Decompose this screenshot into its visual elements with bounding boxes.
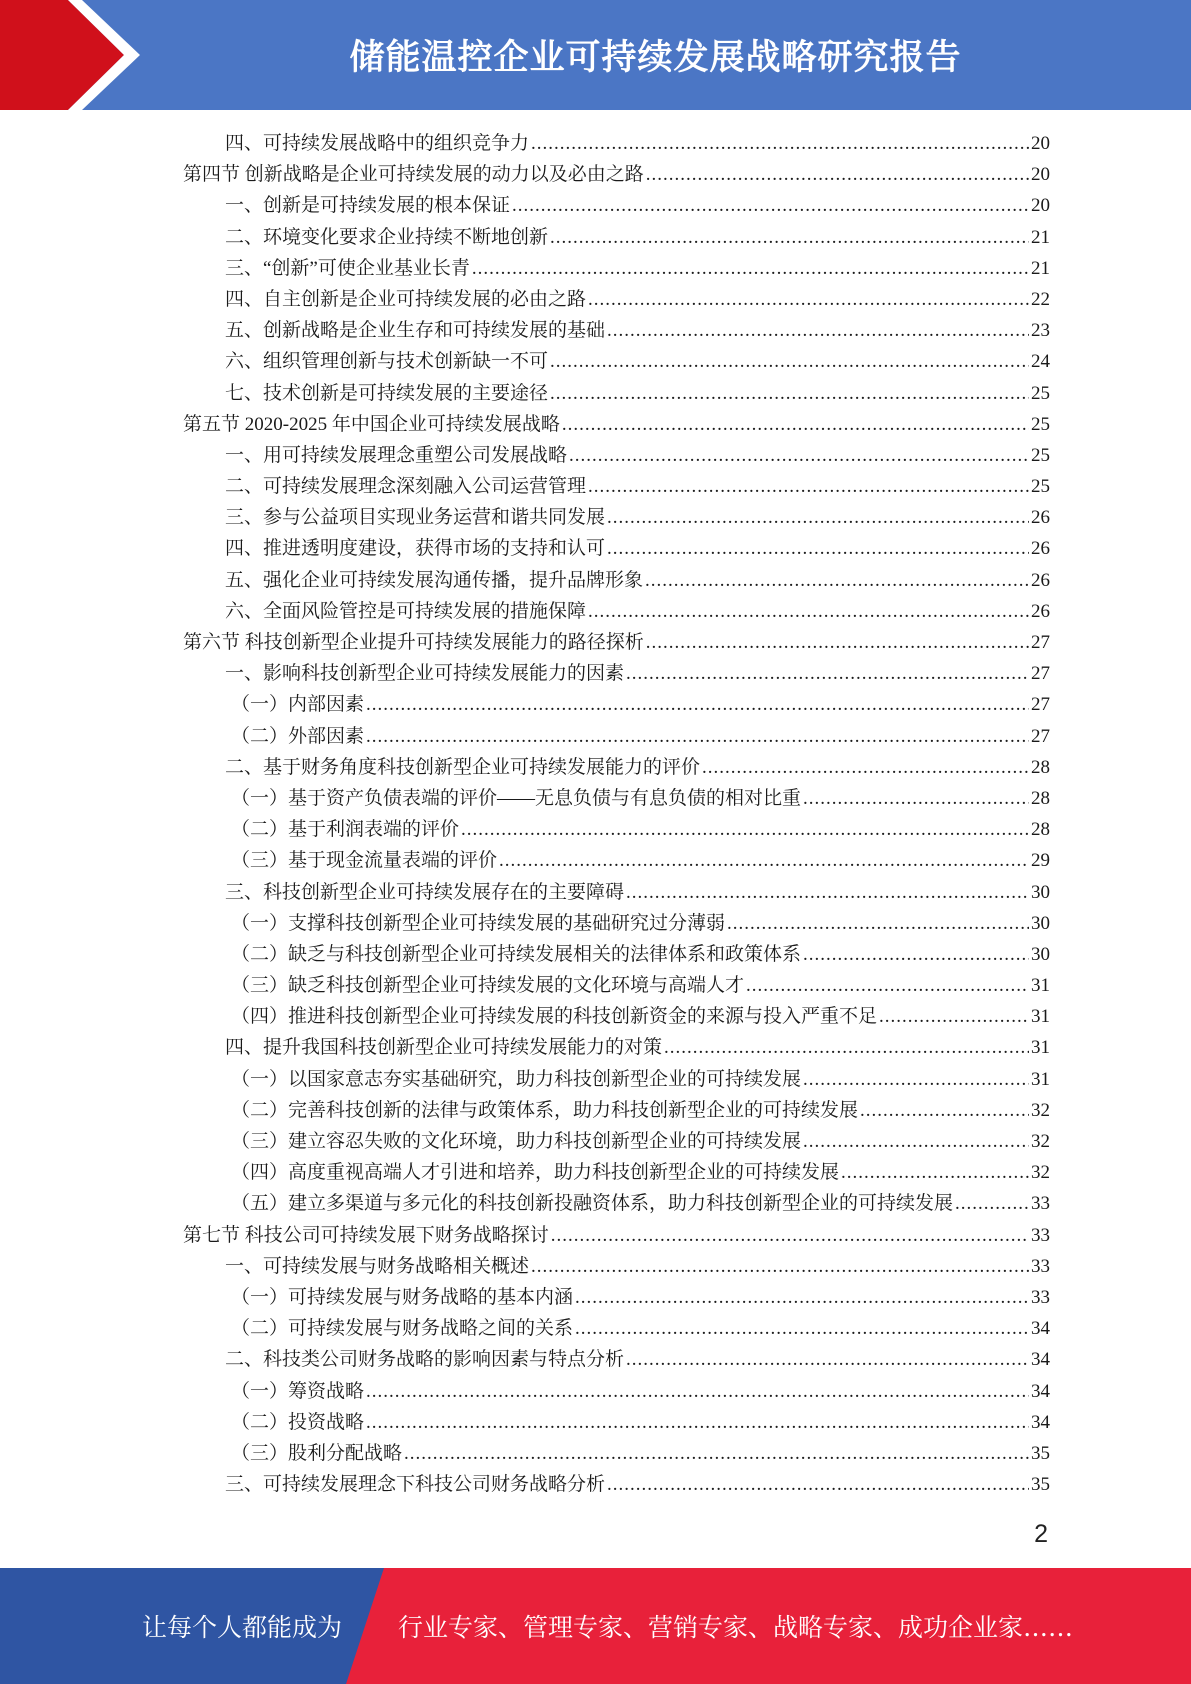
toc-leader-dots	[607, 533, 1029, 564]
toc-entry[interactable]	[183, 284, 1050, 315]
toc-entry-title: 一、创新是可持续发展的根本保证	[225, 195, 511, 217]
toc-entry[interactable]	[183, 502, 1050, 533]
toc-leader-dots	[803, 1126, 1029, 1157]
toc-leader-dots	[626, 877, 1029, 908]
toc-leader-dots	[803, 1064, 1029, 1095]
toc-entry-title: （三）股利分配战略	[231, 1442, 403, 1464]
toc-entry-title: （四）高度重视高端人才引进和培养，助力科技创新型企业的可持续发展	[231, 1162, 840, 1184]
toc-entry[interactable]	[183, 908, 1050, 939]
toc-entry-page: 35	[1031, 1442, 1050, 1464]
toc-entry[interactable]	[183, 939, 1050, 970]
toc-entry-title: 五、创新战略是企业生存和可持续发展的基础	[225, 320, 606, 342]
toc-leader-dots	[551, 1220, 1029, 1251]
toc-entry[interactable]	[183, 1438, 1050, 1469]
toc-entry[interactable]	[183, 658, 1050, 689]
toc-entry-page: 26	[1031, 507, 1050, 529]
toc-entry[interactable]	[183, 315, 1050, 346]
toc-leader-dots	[550, 378, 1029, 409]
toc-entry-page: 20	[1031, 195, 1050, 217]
toc-entry[interactable]	[183, 1001, 1050, 1032]
toc-leader-dots	[879, 1001, 1029, 1032]
toc-entry[interactable]	[183, 1126, 1050, 1157]
toc-entry-title: （五）建立多渠道与多元化的科技创新投融资体系，助力科技创新型企业的可持续发展	[231, 1193, 954, 1215]
toc-entry-title: 第四节 创新战略是企业可持续发展的动力以及必由之路	[183, 164, 644, 186]
toc-entry[interactable]	[183, 1157, 1050, 1188]
toc-entry-title: 四、推进透明度建设，获得市场的支持和认可	[225, 538, 606, 560]
toc-entry[interactable]	[183, 596, 1050, 627]
toc-entry[interactable]	[183, 1344, 1050, 1375]
toc-leader-dots	[588, 596, 1029, 627]
toc-entry[interactable]	[183, 409, 1050, 440]
toc-entry-page: 24	[1031, 351, 1050, 373]
toc-entry-title: 二、基于财务角度科技创新型企业可持续发展能力的评价	[225, 756, 701, 778]
toc-entry-title: 二、可持续发展理念深刻融入公司运营管理	[225, 476, 587, 498]
toc-entry-title: （二）投资战略	[231, 1411, 365, 1433]
toc-entry-page: 21	[1031, 257, 1050, 279]
toc-leader-dots	[472, 253, 1029, 284]
toc-entry[interactable]	[183, 1095, 1050, 1126]
toc-entry[interactable]	[183, 783, 1050, 814]
toc-entry-title: 七、技术创新是可持续发展的主要途径	[225, 382, 549, 404]
toc-entry-title: 二、科技类公司财务战略的影响因素与特点分析	[225, 1349, 625, 1371]
toc-entry-title: （二）外部因素	[231, 725, 365, 747]
toc-entry-title: （一）基于资产负债表端的评价——无息负债与有息负债的相对比重	[231, 787, 802, 809]
toc-entry[interactable]	[183, 970, 1050, 1001]
toc-entry-page: 25	[1031, 413, 1050, 435]
toc-leader-dots	[512, 190, 1029, 221]
toc-entry[interactable]	[183, 1251, 1050, 1282]
toc-entry-title: （一）内部因素	[231, 694, 365, 716]
toc-entry-title: （二）完善科技创新的法律与政策体系，助力科技创新型企业的可持续发展	[231, 1099, 859, 1121]
toc-leader-dots	[841, 1157, 1029, 1188]
toc-entry-page: 35	[1031, 1474, 1050, 1496]
toc-entry[interactable]	[183, 689, 1050, 720]
toc-entry[interactable]	[183, 1469, 1050, 1500]
toc-entry-page: 27	[1031, 663, 1050, 685]
toc-entry[interactable]	[183, 159, 1050, 190]
toc-entry-page: 30	[1031, 881, 1050, 903]
toc-entry-page: 34	[1031, 1380, 1050, 1402]
toc-entry[interactable]	[183, 1313, 1050, 1344]
toc-entry[interactable]	[183, 1064, 1050, 1095]
toc-entry-page: 30	[1031, 943, 1050, 965]
toc-entry-title: 第五节 2020-2025 年中国企业可持续发展战略	[183, 413, 560, 435]
toc-leader-dots	[607, 502, 1029, 533]
toc-entry-page: 22	[1031, 288, 1050, 310]
toc-entry-page: 31	[1031, 1037, 1050, 1059]
toc-leader-dots	[531, 1251, 1029, 1282]
toc-entry-page: 21	[1031, 226, 1050, 248]
toc-entry[interactable]	[183, 1376, 1050, 1407]
header-arrow-decoration	[0, 0, 160, 110]
toc-entry[interactable]	[183, 346, 1050, 377]
toc-entry-page: 28	[1031, 787, 1050, 809]
toc-entry-title: （一）支撑科技创新型企业可持续发展的基础研究过分薄弱	[231, 912, 726, 934]
toc-entry-title: （四）推进科技创新型企业可持续发展的科技创新资金的来源与投入严重不足	[231, 1006, 878, 1028]
report-title: 储能温控企业可持续发展战略研究报告	[349, 38, 962, 78]
toc-entry[interactable]	[183, 845, 1050, 876]
toc-entry-page: 30	[1031, 912, 1050, 934]
toc-entry-title: （一）可持续发展与财务战略的基本内涵	[231, 1286, 574, 1308]
toc-entry-title: （三）基于现金流量表端的评价	[231, 850, 498, 872]
toc-entry-title: 五、强化企业可持续发展沟通传播，提升品牌形象	[225, 569, 644, 591]
toc-entry[interactable]	[183, 190, 1050, 221]
toc-entry-page: 31	[1031, 1068, 1050, 1090]
toc-entry-title: （一）筹资战略	[231, 1380, 365, 1402]
toc-entry-title: 第七节 科技公司可持续发展下财务战略探讨	[183, 1224, 549, 1246]
toc-leader-dots	[366, 689, 1029, 720]
toc-entry-page: 34	[1031, 1411, 1050, 1433]
toc-leader-dots	[366, 721, 1029, 752]
toc-entry-page: 27	[1031, 694, 1050, 716]
toc-leader-dots	[664, 1032, 1029, 1063]
toc-leader-dots	[646, 627, 1029, 658]
toc-leader-dots	[569, 440, 1029, 471]
toc-entry[interactable]	[183, 1282, 1050, 1313]
page-header	[0, 0, 1191, 110]
footer-slogan-left: 让每个人都能成为	[142, 1613, 343, 1642]
toc-leader-dots	[366, 1407, 1029, 1438]
toc-entry-title: （三）缺乏科技创新型企业可持续发展的文化环境与高端人才	[231, 975, 745, 997]
toc-entry-title: 一、可持续发展与财务战略相关概述	[225, 1255, 530, 1277]
toc-leader-dots	[562, 409, 1029, 440]
toc-entry[interactable]	[183, 721, 1050, 752]
toc-entry-page: 31	[1031, 1006, 1050, 1028]
toc-entry-title: （一）以国家意志夯实基础研究，助力科技创新型企业的可持续发展	[231, 1068, 802, 1090]
toc-leader-dots	[588, 471, 1029, 502]
toc-entry-title: 六、全面风险管控是可持续发展的措施保障	[225, 600, 587, 622]
toc-entry-page: 25	[1031, 382, 1050, 404]
toc-entry[interactable]	[183, 1032, 1050, 1063]
toc-leader-dots	[550, 346, 1029, 377]
toc-entry-page: 33	[1031, 1255, 1050, 1277]
toc-leader-dots	[955, 1188, 1029, 1219]
toc-entry-page: 26	[1031, 538, 1050, 560]
toc-entry[interactable]	[183, 378, 1050, 409]
toc-leader-dots	[626, 658, 1029, 689]
toc-leader-dots	[575, 1313, 1029, 1344]
toc-entry-page: 33	[1031, 1193, 1050, 1215]
toc-leader-dots	[702, 752, 1029, 783]
toc-leader-dots	[366, 1376, 1029, 1407]
toc-entry-title: 三、参与公益项目实现业务运营和谐共同发展	[225, 507, 606, 529]
toc-entry-page: 33	[1031, 1286, 1050, 1308]
toc-entry-title: 四、可持续发展战略中的组织竞争力	[225, 133, 530, 154]
toc-entry-page: 34	[1031, 1349, 1050, 1371]
toc-entry-title: 四、提升我国科技创新型企业可持续发展能力的对策	[225, 1037, 663, 1059]
toc-entry-title: （二）基于利润表端的评价	[231, 819, 460, 841]
toc-entry-page: 28	[1031, 819, 1050, 841]
toc-leader-dots	[727, 908, 1029, 939]
table-of-contents	[183, 128, 1050, 1500]
toc-entry-page: 32	[1031, 1131, 1050, 1152]
toc-entry[interactable]	[183, 1188, 1050, 1219]
toc-leader-dots	[803, 783, 1029, 814]
toc-entry[interactable]	[183, 253, 1050, 284]
toc-entry-title: 三、可持续发展理念下科技公司财务战略分析	[225, 1474, 606, 1496]
toc-entry-page: 31	[1031, 975, 1050, 997]
toc-leader-dots	[588, 284, 1029, 315]
page-number: 2	[1034, 1520, 1048, 1548]
toc-entry-page: 26	[1031, 600, 1050, 622]
toc-leader-dots	[461, 814, 1029, 845]
toc-leader-dots	[607, 315, 1029, 346]
toc-entry[interactable]	[183, 533, 1050, 564]
toc-entry-page: 34	[1031, 1318, 1050, 1340]
toc-leader-dots	[646, 159, 1029, 190]
toc-entry-page: 29	[1031, 850, 1050, 872]
toc-entry-title: 一、用可持续发展理念重塑公司发展战略	[225, 444, 568, 466]
toc-entry-title: （二）可持续发展与财务战略之间的关系	[231, 1318, 574, 1340]
toc-leader-dots	[499, 845, 1029, 876]
toc-entry[interactable]	[183, 222, 1050, 253]
toc-entry-title: （二）缺乏与科技创新型企业可持续发展相关的法律体系和政策体系	[231, 943, 802, 965]
toc-entry-page: 20	[1031, 164, 1050, 186]
toc-entry[interactable]	[183, 471, 1050, 502]
toc-entry-page: 26	[1031, 569, 1050, 591]
toc-entry[interactable]	[183, 877, 1050, 908]
toc-entry-title: 第六节 科技创新型企业提升可持续发展能力的路径探析	[183, 632, 644, 653]
toc-entry-page: 25	[1031, 444, 1050, 466]
page-footer	[0, 1568, 1191, 1684]
toc-entry[interactable]	[183, 627, 1050, 658]
toc-entry-page: 32	[1031, 1162, 1050, 1184]
toc-leader-dots	[746, 970, 1029, 1001]
toc-entry-title: 三、科技创新型企业可持续发展存在的主要障碍	[225, 881, 625, 903]
toc-entry-page: 27	[1031, 632, 1050, 653]
toc-leader-dots	[404, 1438, 1029, 1469]
toc-entry-page: 27	[1031, 725, 1050, 747]
toc-entry[interactable]	[183, 752, 1050, 783]
toc-entry[interactable]	[183, 1407, 1050, 1438]
toc-entry-page: 20	[1031, 133, 1050, 154]
toc-entry-title: （三）建立容忍失败的文化环境，助力科技创新型企业的可持续发展	[231, 1131, 802, 1152]
toc-leader-dots	[803, 939, 1029, 970]
toc-entry[interactable]	[183, 440, 1050, 471]
toc-leader-dots	[860, 1095, 1029, 1126]
toc-leader-dots	[645, 565, 1029, 596]
toc-entry[interactable]	[183, 1220, 1050, 1251]
toc-entry-page: 23	[1031, 320, 1050, 342]
footer-slogan-right: 行业专家、管理专家、营销专家、战略专家、成功企业家……	[398, 1613, 1074, 1642]
toc-entry-title: 四、自主创新是企业可持续发展的必由之路	[225, 288, 587, 310]
toc-leader-dots	[575, 1282, 1029, 1313]
toc-entry-page: 25	[1031, 476, 1050, 498]
toc-entry[interactable]	[183, 565, 1050, 596]
toc-entry-title: 六、组织管理创新与技术创新缺一不可	[225, 351, 549, 373]
toc-leader-dots	[607, 1469, 1029, 1500]
toc-entry[interactable]	[183, 814, 1050, 845]
toc-leader-dots	[531, 128, 1029, 159]
toc-entry-title: 一、影响科技创新型企业可持续发展能力的因素	[225, 663, 625, 685]
toc-entry-page: 32	[1031, 1099, 1050, 1121]
toc-entry-page: 28	[1031, 756, 1050, 778]
toc-entry-title: 三、“创新”可使企业基业长青	[225, 257, 470, 279]
toc-entry[interactable]	[183, 128, 1050, 159]
toc-leader-dots	[626, 1344, 1029, 1375]
toc-entry-title: 二、环境变化要求企业持续不断地创新	[225, 226, 549, 248]
toc-leader-dots	[550, 222, 1029, 253]
toc-entry-page: 33	[1031, 1224, 1050, 1246]
